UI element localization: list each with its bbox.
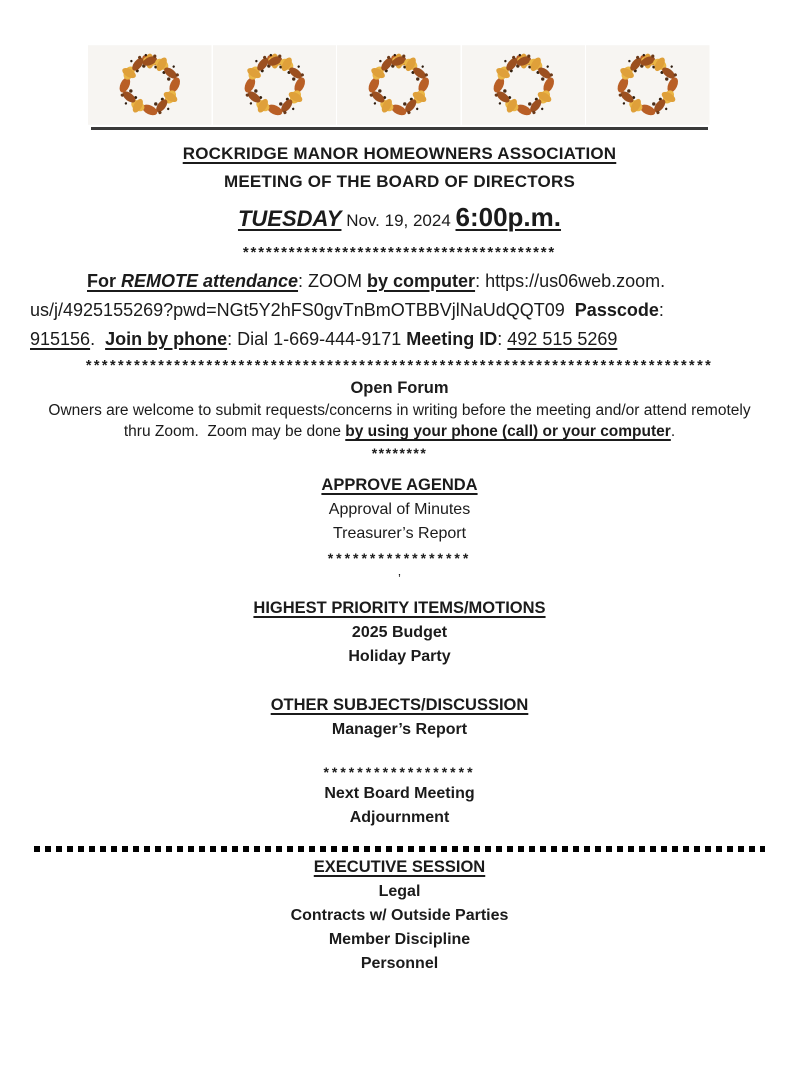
remote-line-1: [30, 267, 769, 296]
meeting-agenda-document: [0, 45, 799, 1069]
passcode-label: Passcode: [574, 300, 659, 320]
by-computer-label: by computer: [367, 271, 476, 291]
agenda-item: Holiday Party: [348, 648, 451, 665]
open-forum-line1: Owners are welcome to submit requests/concerns in writing before the meeting and/or attend remotely: [48, 402, 751, 419]
agenda-item: Contracts w/ Outside Parties: [290, 907, 509, 924]
autumn-wreath-icon: [337, 45, 461, 125]
separator: :: [658, 300, 664, 320]
agenda-item: Next Board Meeting: [324, 785, 475, 802]
priority-items-heading: HIGHEST PRIORITY ITEMS/MOTIONS: [253, 599, 546, 617]
join-by-phone-label: Join by phone: [105, 329, 228, 349]
meeting-time: 6:00p.m.: [455, 202, 562, 232]
meeting-title: MEETING OF THE BOARD OF DIRECTORS: [223, 172, 576, 191]
autumn-wreath-icon: [462, 45, 586, 125]
zoom-url-part2: us/j/4925155269?pwd=NGt5Y2hFS0gvTnBmOTBBVjlNaUdQQT09: [30, 300, 565, 320]
separator: :: [227, 329, 238, 349]
org-title: ROCKRIDGE MANOR HOMEOWNERS ASSOCIATION: [182, 144, 617, 163]
stars-divider-full: ******************************************************************************: [85, 358, 714, 374]
remote-line-3: [30, 325, 769, 354]
stars-divider-17: *****************: [327, 550, 472, 566]
meeting-id-value: 492 515 5269: [507, 329, 618, 349]
separator: .: [90, 329, 106, 349]
meeting-datetime: [0, 197, 799, 242]
open-forum-underlined: by using your phone (call) or your computer: [345, 423, 671, 440]
open-forum-line2: [24, 421, 775, 442]
remote-attendance-label: REMOTE attendance: [121, 271, 299, 291]
approve-agenda-heading: APPROVE AGENDA: [321, 476, 478, 494]
agenda-item: Approval of Minutes: [328, 501, 471, 518]
meeting-date: Nov. 19, 2024: [341, 211, 456, 230]
stray-apostrophe: ’: [398, 571, 401, 586]
stars-divider-18: ******************: [323, 764, 476, 780]
dial-number: Dial 1-669-444-9171: [237, 329, 407, 349]
executive-session-heading: EXECUTIVE SESSION: [313, 858, 486, 876]
agenda-item: Adjournment: [349, 809, 450, 826]
separator: :: [497, 329, 508, 349]
separator: :: [475, 271, 486, 291]
passcode-value: 915156: [30, 329, 91, 349]
open-forum-paragraph: [24, 400, 775, 442]
for-label: For: [87, 271, 121, 291]
autumn-wreath-banner: [88, 45, 711, 125]
zoom-url-part1: https://us06web.zoom.: [485, 271, 666, 291]
header-divider-line: [91, 127, 708, 130]
agenda-item: Member Discipline: [328, 931, 471, 948]
meeting-day: TUESDAY: [237, 206, 342, 231]
agenda-item: Legal: [378, 883, 421, 900]
zoom-label: : ZOOM: [298, 271, 368, 291]
meeting-id-label: Meeting ID: [406, 329, 498, 349]
agenda-item: Personnel: [360, 955, 439, 972]
spacer: [565, 300, 575, 320]
other-subjects-heading: OTHER SUBJECTS/DISCUSSION: [270, 696, 529, 714]
dotted-divider-line: [34, 846, 765, 852]
stars-divider-small: ********: [371, 445, 428, 461]
agenda-item: Treasurer’s Report: [332, 525, 467, 542]
autumn-wreath-icon: [213, 45, 337, 125]
open-forum-heading: Open Forum: [350, 379, 449, 397]
remote-line-2: [30, 296, 769, 325]
agenda-item: Manager’s Report: [331, 721, 468, 738]
agenda-item: 2025 Budget: [351, 624, 448, 641]
open-forum-line2-end: .: [670, 423, 676, 440]
autumn-wreath-icon: [88, 45, 212, 125]
stars-divider: *****************************************: [242, 244, 557, 261]
remote-attendance-info: [30, 267, 769, 354]
open-forum-line2-start: thru Zoom. Zoom may be done: [123, 423, 346, 440]
autumn-wreath-icon: [586, 45, 710, 125]
